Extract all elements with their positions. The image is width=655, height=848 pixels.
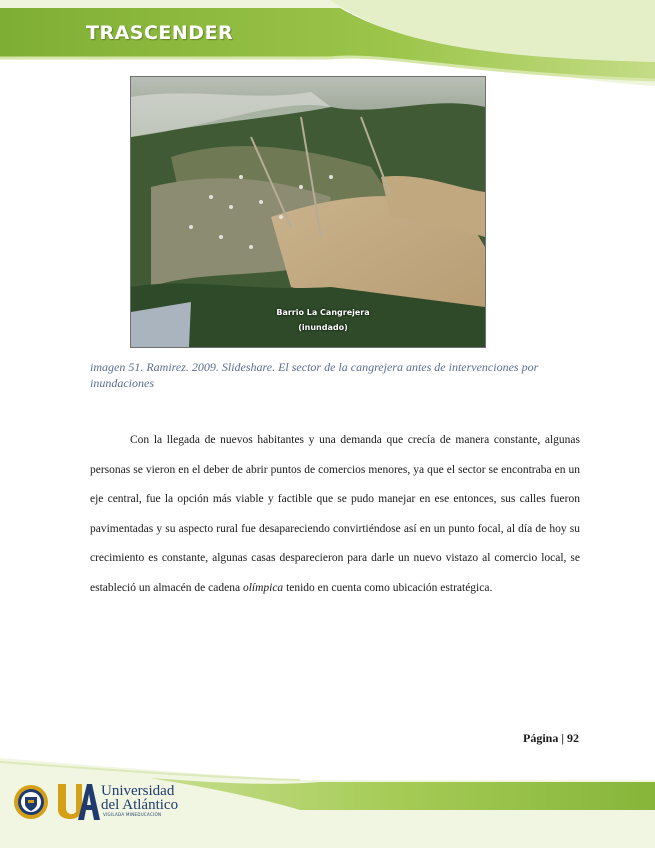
body-text <box>90 426 580 604</box>
page-number: Página | 92 <box>523 731 579 745</box>
body-text-emphasis: olímpica <box>242 581 284 594</box>
body-text-main: Con la llegada de nuevos habitantes y una demanda que crecía de manera constante, algunas personas se vieron en el deber de abrir puntos de comercios menores, ya que el sector se encontraba en un eje central, fue la opción más viable y factible que se pudo manejar en ese entonces, sus calles fueron pavimentadas y su aspecto rural fue desapareciendo convirtiéndose así en un punto focal, al día de hoy su crecimiento es constante, algunas casas desparecieron para darle un nuevo vistazo al comercio local, se estableció un almacén de cadena <box>90 434 580 594</box>
university-tagline: VIGILADA MINEDUCACIÓN <box>103 812 162 817</box>
photo-label-title: Barrio La Cangrejera <box>276 308 370 317</box>
image-caption: imagen 51. Ramirez. 2009. Slideshare. El sector de la cangrejera antes de intervenciones por inundaciones <box>90 360 539 390</box>
university-name-line2: del Atlántico <box>101 797 179 813</box>
header-title: TRASCENDER <box>86 22 234 44</box>
university-name <box>101 784 178 812</box>
university-seal-icon <box>13 784 49 820</box>
body-paragraph <box>90 426 580 604</box>
university-name-line1: Universidad <box>101 783 175 799</box>
body-text-end: tenido en cuenta como ubicación estratégica. <box>283 581 493 594</box>
university-logo-icon <box>54 780 100 824</box>
flood-photo <box>130 76 486 348</box>
photo-label-subtitle: (inundado) <box>298 323 348 332</box>
